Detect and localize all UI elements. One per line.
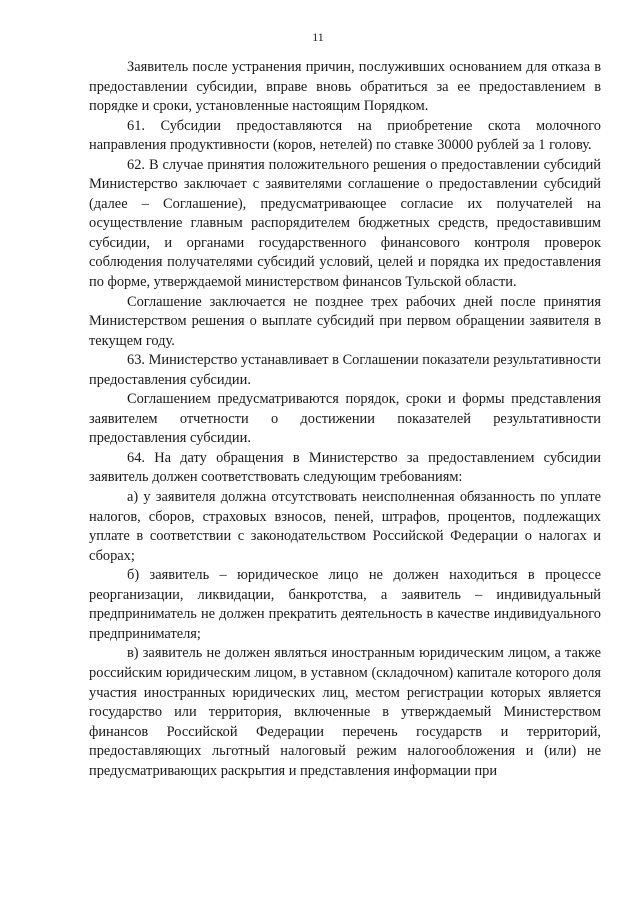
- paragraph-64-v: в) заявитель не должен являться иностранным юридическим лицом, а также российским юридическим лицом, в уставном (складочном) капитале которого доля участия иностранных юридических лиц, местом регистрации которых является государство или территория, включенные в утверждаемый Министерством финансов Российской Федерации перечень государств и территорий, предоставляющих льготный налоговый режим налогообложения и (или) не предусматривающих раскрытия и представления информации при: [89, 645, 601, 779]
- paragraph-62: 62. В случае принятия положительного решения о предоставлении субсидий Министерство заключает с заявителями соглашение о предоставлении субсидий (далее – Соглашение), предусматривающее согласие их получателей на осуществление главным распорядителем бюджетных средств, предоставившим субсидии, и органами государственного финансового контроля проверок соблюдения получателями субсидий условий, целей и порядка их предоставления по форме, утверждаемой министерством финансов Тульской области.: [89, 156, 601, 291]
- page-number: 11: [312, 30, 324, 44]
- paragraph-agreement-terms: Соглашение заключается не позднее трех рабочих дней после принятия Министерством решения о выплате субсидий при первом обращении заявителя в текущем году.: [89, 293, 601, 349]
- paragraph-reporting: Соглашением предусматриваются порядок, сроки и формы представления заявителем отчетности о достижении показателей результативности предоставления субсидии.: [89, 391, 601, 447]
- paragraph-63: 63. Министерство устанавливает в Соглашении показатели результативности предоставления субсидии.: [89, 352, 601, 388]
- paragraph-64-a: а) у заявителя должна отсутствовать неисполненная обязанность по уплате налогов, сборов, страховых взносов, пеней, штрафов, процентов, подлежащих уплате в соответствии с законодательством Российской Федерации о налогах и сборах;: [89, 489, 601, 564]
- document-body: [89, 58, 601, 781]
- paragraph-64-b: б) заявитель – юридическое лицо не должен находиться в процессе реорганизации, ликвидации, банкротства, а заявитель – индивидуальный предприниматель не должен прекратить деятельность в качестве индивидуального предпринимателя;: [89, 567, 601, 642]
- paragraph-61: 61. Субсидии предоставляются на приобретение скота молочного направления продуктивности (коров, нетелей) по ставке 30000 рублей за 1 голову.: [89, 117, 601, 154]
- paragraph-refusal-reapply: Заявитель после устранения причин, послуживших основанием для отказа в предоставлении субсидии, вправе вновь обратиться за ее предоставлением в порядке и сроки, установленные настоящим Порядком.: [89, 59, 601, 115]
- paragraph-64: 64. На дату обращения в Министерство за предоставлением субсидии заявитель должен соответствовать следующим требованиям:: [89, 449, 601, 486]
